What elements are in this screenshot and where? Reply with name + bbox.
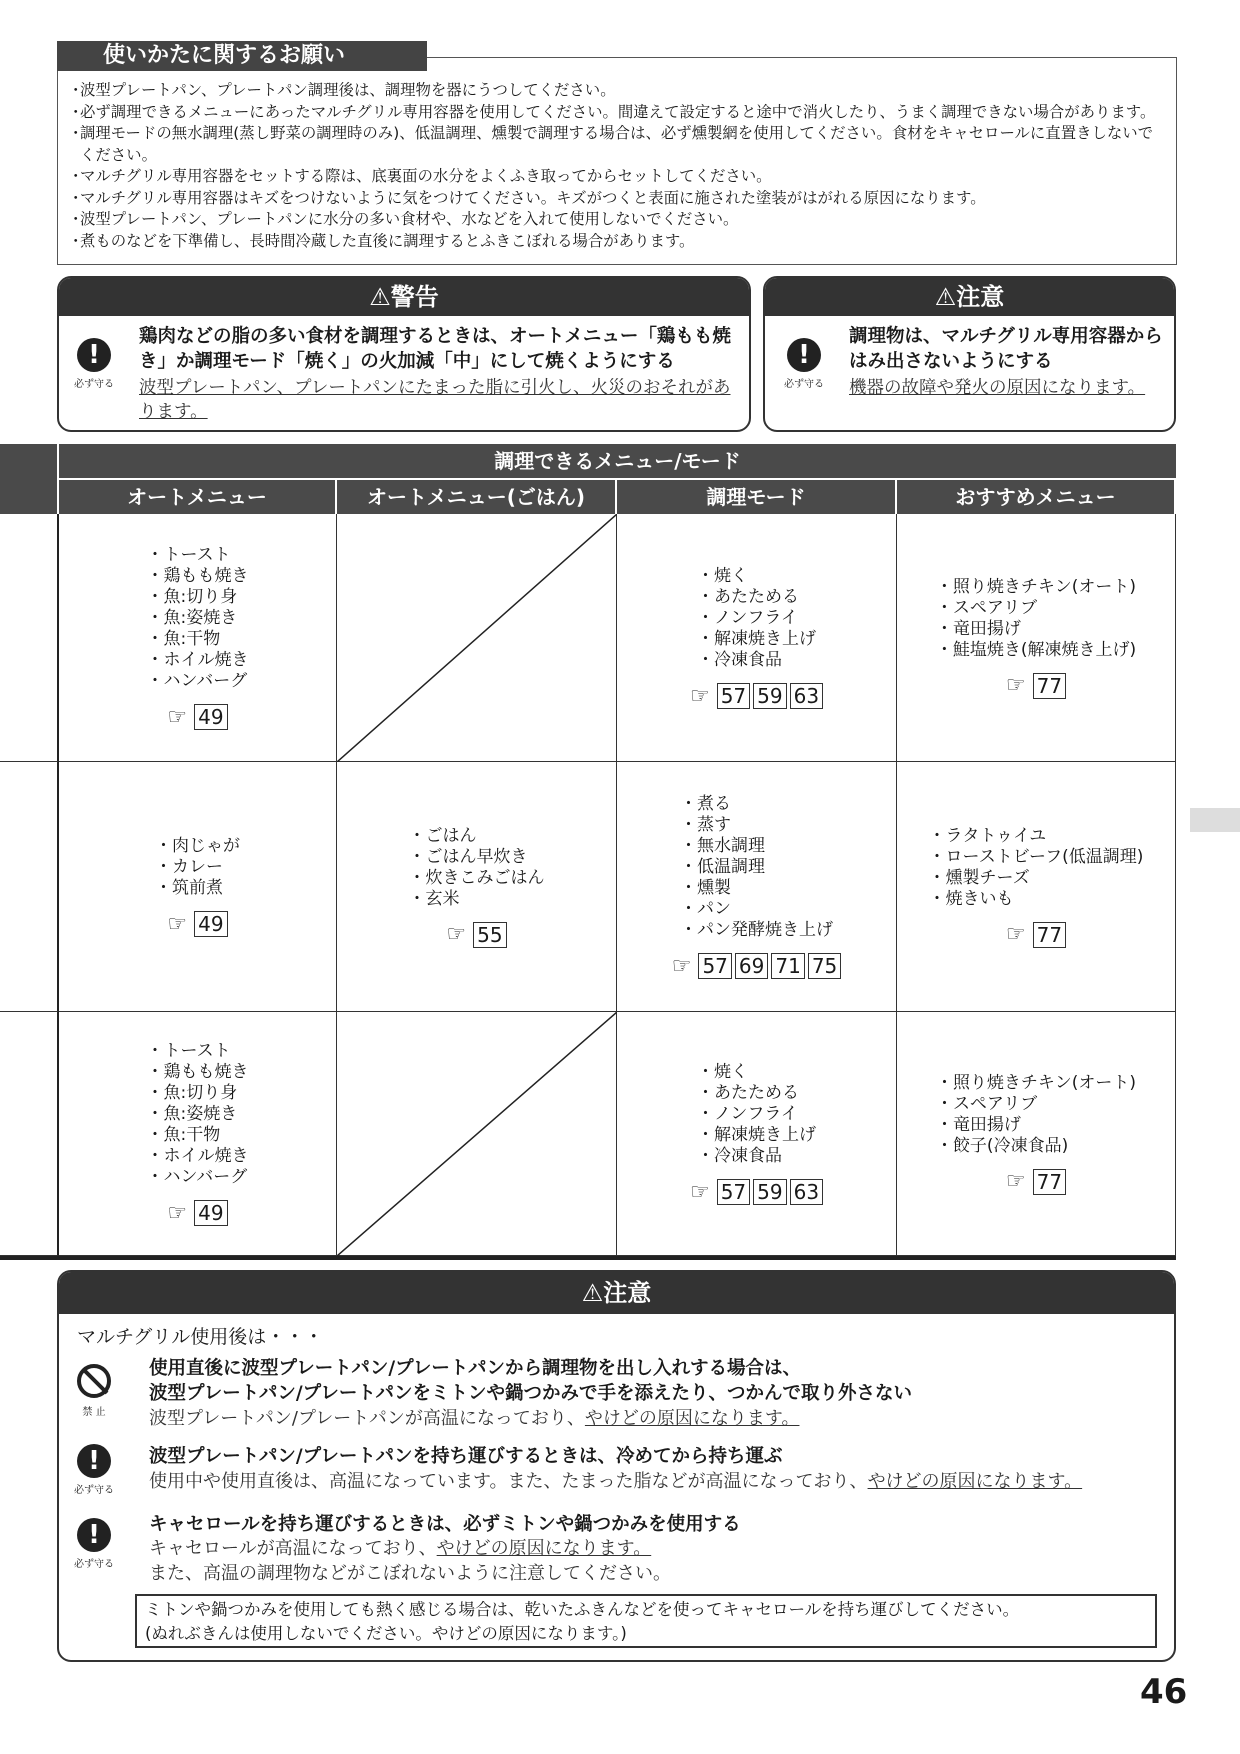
page-reference[interactable] xyxy=(1006,1169,1066,1195)
diagonal-line xyxy=(337,514,617,762)
must-label: 必ず守る xyxy=(74,379,114,390)
page-ref-number[interactable]: 49 xyxy=(194,1200,227,1226)
notes-title: 使いかたに関するお願い xyxy=(57,41,427,71)
pointing-hand-icon: ☞ xyxy=(671,953,692,979)
tip-line-2: (ぬれぶきんは使用しないでください。やけどの原因になります。) xyxy=(145,1624,627,1643)
notes-list xyxy=(68,80,1168,252)
menu-cell-recommend xyxy=(897,1012,1176,1256)
menu-item: ・ 鮭塩焼き(解凍焼き上げ) xyxy=(936,640,1136,661)
pointing-hand-icon: ☞ xyxy=(167,911,188,937)
menu-item: ・ 照り焼きチキン(オート) xyxy=(936,577,1136,598)
menu-item: ・ 解凍焼き上げ xyxy=(697,1125,816,1146)
note-item: ・ マルチグリル専用容器をセットする際は、底裏面の水分をよくふき取ってからセットしてください。 xyxy=(68,166,1168,188)
page-reference[interactable] xyxy=(167,704,227,730)
page-reference[interactable] xyxy=(672,953,842,979)
note-item: ・ 煮ものなどを下準備し、長時間冷蔵した直後に調理するとふきこぼれる場合があります。 xyxy=(68,231,1168,253)
page-reference[interactable] xyxy=(690,1179,823,1205)
pointing-hand-icon: ☞ xyxy=(689,1179,710,1205)
menu-list xyxy=(697,1062,816,1167)
page-reference[interactable] xyxy=(446,922,506,948)
menu-list xyxy=(147,1041,249,1188)
menu-cell-mode xyxy=(617,514,897,762)
menu-item: ・ 魚:姿焼き xyxy=(147,608,249,629)
menu-item: ・ パン発酵焼き上げ xyxy=(680,920,833,941)
menu-item: ・ あたためる xyxy=(697,1083,816,1104)
menu-item: ・ 解凍焼き上げ xyxy=(697,629,816,650)
prohibit-label: 禁 止 xyxy=(82,1407,106,1418)
menu-item: ・ トースト xyxy=(147,1041,249,1062)
page-ref-number[interactable]: 59 xyxy=(753,1179,786,1205)
menu-item: ・ 照り焼きチキン(オート) xyxy=(936,1073,1136,1094)
table-bottom-border xyxy=(0,1256,1176,1260)
pointing-hand-icon: ☞ xyxy=(689,683,710,709)
menu-item: ・ ハンバーグ xyxy=(147,671,249,692)
not-applicable-diagonal xyxy=(337,514,617,762)
page-number: 46 xyxy=(1140,1672,1188,1712)
page-ref-number[interactable]: 75 xyxy=(808,953,841,979)
note-item: ・ 必ず調理できるメニューにあったマルチグリル専用容器を使用してください。間違えて設定すると途中で消火したり、うまく調理できない場合があります。 xyxy=(68,102,1168,124)
menu-item: ・ 肉じゃが xyxy=(155,836,240,857)
warning-instruction: 鶏肉などの脂の多い食材を調理するときは、オートメニュー「鶏もも焼き」か調理モード「焼く」の火加減「中」にして焼くようにする xyxy=(139,326,731,372)
menu-cell-rice xyxy=(337,1012,617,1256)
side-index-tab xyxy=(1190,808,1240,832)
page-ref-number[interactable]: 59 xyxy=(753,683,786,709)
menu-item: ・ スペアリブ xyxy=(936,598,1136,619)
menu-item: ・ カレー xyxy=(155,857,240,878)
page-ref-number[interactable]: 49 xyxy=(194,704,227,730)
caution-detail: 機器の故障や発火の原因になります。 xyxy=(849,378,1146,398)
must-label: 必ず守る xyxy=(74,1485,114,1496)
bottom-caution-intro: マルチグリル使用後は・・・ xyxy=(77,1326,324,1348)
menu-item: ・ ごはん早炊き xyxy=(409,847,545,868)
item2-detail-underline: やけどの原因になります。 xyxy=(867,1471,1083,1492)
page-ref-number[interactable]: 71 xyxy=(771,953,804,979)
page-ref-number[interactable]: 55 xyxy=(473,922,506,948)
menu-item: ・ 魚:切り身 xyxy=(147,587,249,608)
menu-list xyxy=(936,1073,1136,1157)
menu-cell-mode xyxy=(617,762,897,1012)
menu-cell-auto xyxy=(59,1012,337,1256)
must-label: 必ず守る xyxy=(784,379,824,390)
pointing-hand-icon: ☞ xyxy=(446,922,467,947)
menu-item: ・ ノンフライ xyxy=(697,1104,816,1125)
warning-title: ⚠警告 xyxy=(59,278,749,316)
menu-list xyxy=(147,545,249,692)
prohibit-icon xyxy=(77,1364,111,1398)
menu-cell-recommend xyxy=(897,514,1176,762)
page-ref-number[interactable]: 77 xyxy=(1033,1169,1066,1195)
menu-item: ・ 鶏もも焼き xyxy=(147,566,249,587)
page-reference[interactable] xyxy=(690,683,823,709)
menu-item: ・ 冷凍食品 xyxy=(697,650,816,671)
column-header: 調理モード xyxy=(617,480,895,514)
page-ref-number[interactable]: 57 xyxy=(717,1179,750,1205)
menu-item: ・ スペアリブ xyxy=(936,1094,1136,1115)
menu-item: ・ あたためる xyxy=(697,587,816,608)
menu-cell-auto xyxy=(59,514,337,762)
menu-list xyxy=(409,826,545,910)
note-item: ・ マルチグリル専用容器はキズをつけないように気をつけてください。キズがつくと表面に施された塗装がはがれる原因になります。 xyxy=(68,188,1168,210)
note-item: ・ 調理モードの無水調理(蒸し野菜の調理時のみ)、低温調理、燻製で調理する場合は、必ず燻製網を使用してください。食材をキャセロールに直置きしないでください。 xyxy=(68,123,1168,166)
menu-cell-rice xyxy=(337,514,617,762)
diagonal-line xyxy=(337,1012,617,1256)
page-ref-number[interactable]: 63 xyxy=(790,1179,823,1205)
page-ref-number[interactable]: 57 xyxy=(717,683,750,709)
menu-item: ・ 蒸す xyxy=(680,815,833,836)
bottom-caution-panel xyxy=(57,1270,1176,1662)
item2-detail xyxy=(149,1470,1082,1494)
warning-panel xyxy=(57,276,751,432)
menu-item: ・ ごはん xyxy=(409,826,545,847)
menu-item: ・ 鶏もも焼き xyxy=(147,1062,249,1083)
item1-line1: 使用直後に波型プレートパン/プレートパンから調理物を出し入れする場合は、 xyxy=(149,1358,802,1379)
exclamation-icon: ! xyxy=(787,338,821,372)
item1-detail xyxy=(149,1407,799,1431)
menu-item: ・ ハンバーグ xyxy=(147,1167,249,1188)
menu-item: ・ トースト xyxy=(147,545,249,566)
row-gutter xyxy=(0,514,59,762)
pointing-hand-icon: ☞ xyxy=(167,1200,188,1226)
pointing-hand-icon: ☞ xyxy=(167,704,188,730)
item1-line2: 波型プレートパン/プレートパンをミトンや鍋つかみで手を添えたり、つかんで取り外さない xyxy=(149,1383,913,1404)
page-reference[interactable] xyxy=(167,1200,227,1226)
menu-cell-mode xyxy=(617,1012,897,1256)
item2-instruction: 波型プレートパン/プレートパンを持ち運びするときは、冷めてから持ち運ぶ xyxy=(149,1446,783,1467)
exclamation-icon: ! xyxy=(77,338,111,372)
menu-item: ・ ホイル焼き xyxy=(147,650,249,671)
bottom-caution-title: ⚠注意 xyxy=(59,1272,1174,1314)
page-ref-number[interactable]: 57 xyxy=(698,953,731,979)
menu-item: ・ 竜田揚げ xyxy=(936,619,1136,640)
menu-item: ・ 魚:姿焼き xyxy=(147,1104,249,1125)
menu-item: ・ 魚:干物 xyxy=(147,1125,249,1146)
exclamation-icon: ! xyxy=(77,1444,111,1478)
item3-detail xyxy=(149,1537,651,1561)
menu-item: ・ ローストビーフ(低温調理) xyxy=(929,847,1144,868)
page-ref-number[interactable]: 77 xyxy=(1033,922,1066,948)
menu-item: ・ パン xyxy=(680,899,833,920)
page-reference[interactable] xyxy=(1006,922,1066,948)
page-ref-number[interactable]: 49 xyxy=(194,911,227,937)
item1-detail-underline: やけどの原因になります。 xyxy=(584,1408,800,1429)
menu-cell-auto xyxy=(59,762,337,1012)
menu-list xyxy=(155,836,240,899)
menu-item: ・ 冷凍食品 xyxy=(697,1146,816,1167)
left-gutter-header xyxy=(0,444,57,514)
item3-detail-2: また、高温の調理物などがこぼれないように注意してください。 xyxy=(149,1563,671,1584)
must-label: 必ず守る xyxy=(74,1559,114,1570)
caution-title: ⚠注意 xyxy=(765,278,1174,316)
menu-item: ・ 焼く xyxy=(697,566,816,587)
note-item: ・ 波型プレートパン、プレートパンに水分の多い食材や、水などを入れて使用しないでください。 xyxy=(68,209,1168,231)
menu-list xyxy=(936,577,1136,661)
menu-item: ・ 低温調理 xyxy=(680,857,833,878)
menu-table xyxy=(0,444,1176,1264)
page-ref-number[interactable]: 69 xyxy=(735,953,768,979)
caution-instruction: 調理物は、マルチグリル専用容器からはみ出さないようにする xyxy=(849,326,1163,372)
item3-detail-underline: やけどの原因になります。 xyxy=(436,1538,652,1559)
menu-item: ・ 魚:干物 xyxy=(147,629,249,650)
menu-item: ・ 竜田揚げ xyxy=(936,1115,1136,1136)
pointing-hand-icon: ☞ xyxy=(1005,922,1026,947)
menu-item: ・ ラタトゥイユ xyxy=(929,826,1144,847)
not-applicable-diagonal xyxy=(337,1012,617,1256)
menu-item: ・ 燻製チーズ xyxy=(929,868,1144,889)
item3-detail-text: キャセロールが高温になっており、 xyxy=(149,1538,437,1559)
menu-item: ・ ノンフライ xyxy=(697,608,816,629)
menu-item: ・ 燻製 xyxy=(680,878,833,899)
menu-item: ・ 焼く xyxy=(697,1062,816,1083)
menu-item: ・ 筑前煮 xyxy=(155,878,240,899)
menu-item: ・ 魚:切り身 xyxy=(147,1083,249,1104)
tip-box xyxy=(135,1594,1157,1648)
tip-line-1: ミトンや鍋つかみを使用しても熱く感じる場合は、乾いたふきんなどを使ってキャセロールを持ち運びしてください。 xyxy=(145,1600,1020,1619)
pointing-hand-icon: ☞ xyxy=(1005,673,1026,698)
item1-detail-text: 波型プレートパン/プレートパンが高温になっており、 xyxy=(149,1408,585,1429)
item3-instruction: キャセロールを持ち運びするときは、必ずミトンや鍋つかみを使用する xyxy=(149,1514,741,1535)
item2-detail-text: 使用中や使用直後は、高温になっています。また、たまった脂などが高温になっており、 xyxy=(149,1471,868,1492)
menu-item: ・ 焼きいも xyxy=(929,889,1144,910)
row-gutter xyxy=(0,762,59,1012)
column-header: おすすめメニュー xyxy=(897,480,1174,514)
page-reference[interactable] xyxy=(1006,673,1066,699)
menu-cell-rice xyxy=(337,762,617,1012)
menu-cell-recommend xyxy=(897,762,1176,1012)
column-header: オートメニュー xyxy=(59,480,335,514)
menu-item: ・ 煮る xyxy=(680,794,833,815)
menu-list xyxy=(680,794,833,941)
caution-panel xyxy=(763,276,1176,432)
menu-item: ・ 無水調理 xyxy=(680,836,833,857)
column-header: オートメニュー(ごはん) xyxy=(337,480,615,514)
exclamation-icon: ! xyxy=(77,1518,111,1552)
table-title: 調理できるメニュー/モード xyxy=(59,444,1176,480)
menu-item: ・ ホイル焼き xyxy=(147,1146,249,1167)
row-gutter xyxy=(0,1012,59,1256)
menu-item: ・ 餃子(冷凍食品) xyxy=(936,1136,1136,1157)
page-ref-number[interactable]: 77 xyxy=(1033,673,1066,699)
menu-list xyxy=(697,566,816,671)
menu-item: ・ 玄米 xyxy=(409,889,545,910)
menu-list xyxy=(929,826,1144,910)
pointing-hand-icon: ☞ xyxy=(1005,1169,1026,1194)
note-item: ・ 波型プレートパン、プレートパン調理後は、調理物を器にうつしてください。 xyxy=(68,80,1168,102)
menu-item: ・ 炊きこみごはん xyxy=(409,868,545,889)
warning-detail: 波型プレートパン、プレートパンにたまった脂に引火し、火災のおそれがあります。 xyxy=(139,378,731,422)
page-ref-number[interactable]: 63 xyxy=(790,683,823,709)
page-reference[interactable] xyxy=(167,911,227,937)
